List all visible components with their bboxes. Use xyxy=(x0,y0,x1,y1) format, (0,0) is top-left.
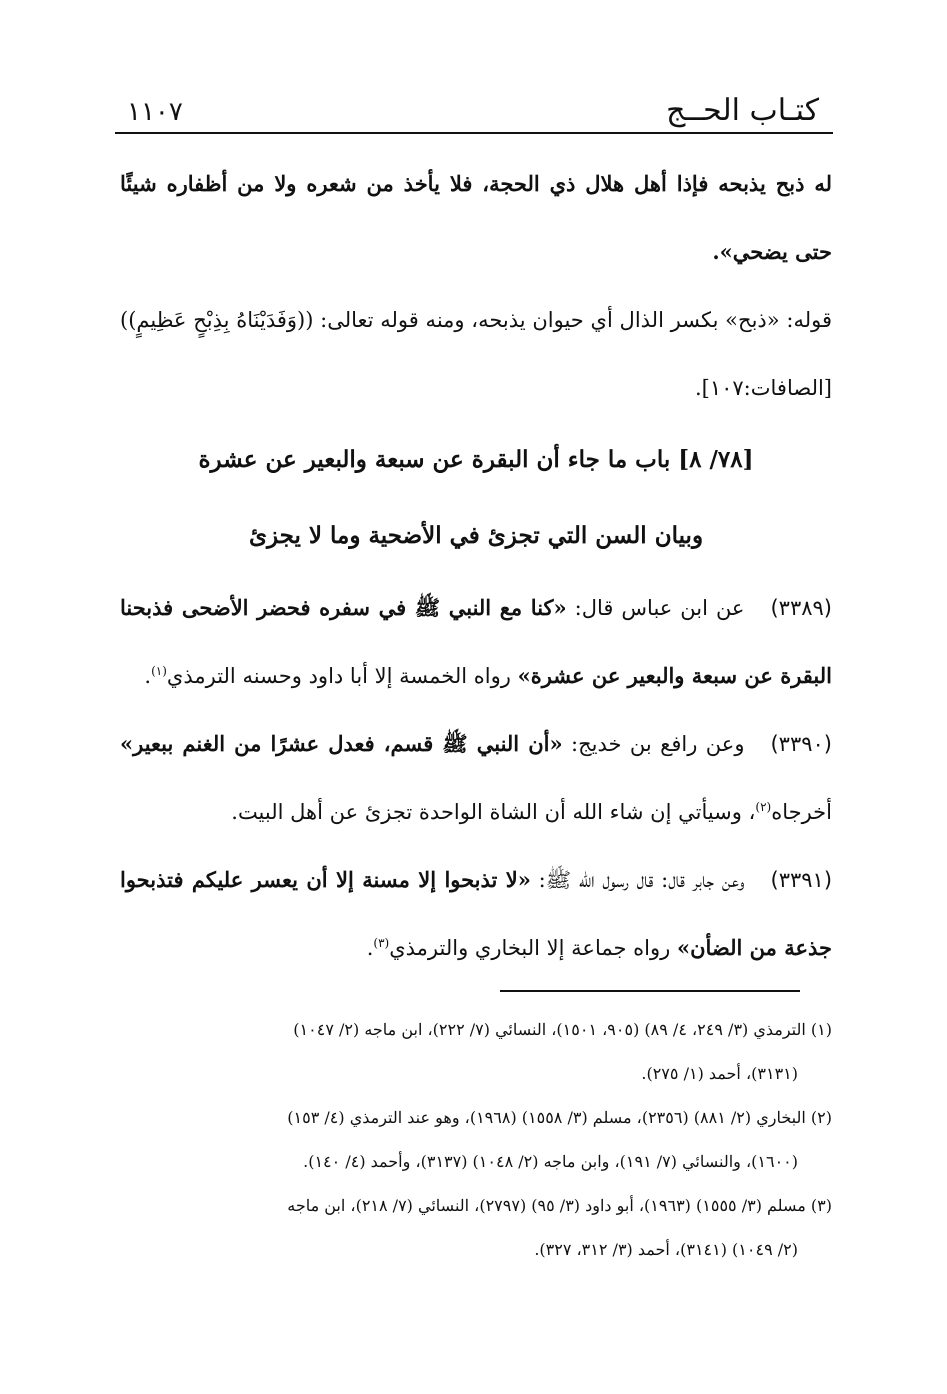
hadith-source: رواه الخمسة إلا أبا داود وحسنه الترمذي xyxy=(166,664,518,688)
hadith-number: (٣٣٨٩) xyxy=(770,596,832,620)
footnote-2: (٢) البخاري (٢/ ٨٨١) (٢٣٥٦)، مسلم (٣/ ١٥٥٨) (١٩٦٨)، وهو عند الترمذي (٤/ ١٥٣) xyxy=(287,1108,832,1127)
footnote-3-continued: (٢/ ١٠٤٩) (٣١٤١)، أحمد (٣/ ٣١٢، ٣٢٧). xyxy=(534,1240,798,1259)
footnote-1-continued: (٣١٣١)، أحمد (١/ ٢٧٥). xyxy=(641,1064,798,1083)
chapter-title: كتـاب الحــج xyxy=(666,93,819,128)
hadith-3391 xyxy=(120,846,832,982)
hadith-intro: وعن جابر قال: قال رسول الله ﷺ: xyxy=(530,868,745,892)
hadith-number: (٣٣٩١) xyxy=(770,868,833,892)
main-text xyxy=(120,150,832,982)
paragraph-commentary: قوله: «ذبح» بكسر الذال أي حيوان يذبحه، ومنه قوله تعالى: ((وَفَدَيْنَاهُ بِذِبْحٍ عَظِيمٍ)) [الصافات:١٠٧]. xyxy=(120,308,832,400)
hadith-quote: «كنا مع النبي ﷺ في سفره فحضر الأضحى فذبحنا البقرة عن سبعة والبعير عن عشرة» xyxy=(120,595,832,688)
heading-line-2: وبيان السن التي تجزئ في الأضحية وما لا يجزئ xyxy=(248,522,704,549)
hadith-intro: عن ابن عباس قال: xyxy=(566,596,745,620)
footnote-ref: (١) xyxy=(151,664,167,678)
chapter-heading xyxy=(120,422,832,574)
footnote-1: (١) الترمذي (٣/ ٢٤٩، ٤/ ٨٩) (٩٠٥، ١٥٠١)، النسائي (٧/ ٢٢٢)، ابن ماجه (٢/ ١٠٤٧) xyxy=(293,1020,832,1039)
hadith-source: أخرجاه xyxy=(771,800,832,824)
hadith-end: ، وسيأتي إن شاء الله أن الشاة الواحدة تجزئ عن أهل البيت. xyxy=(231,800,756,824)
running-header xyxy=(115,92,833,134)
hadith-end: . xyxy=(366,936,374,960)
hadith-3390 xyxy=(120,710,832,846)
footnote-divider xyxy=(500,990,800,992)
hadith-intro: وعن رافع بن خديج: xyxy=(562,732,745,756)
hadith-3389 xyxy=(120,574,832,710)
footnote-3: (٣) مسلم (٣/ ١٥٥٥) (١٩٦٣)، أبو داود (٣/ ٩٥) (٢٧٩٧)، النسائي (٧/ ٢١٨)، ابن ماجه xyxy=(287,1196,832,1215)
footnote-2-continued: (١٦٠٠)، والنسائي (٧/ ١٩١)، وابن ماجه (٢/ ١٠٤٨) (٣١٣٧)، وأحمد (٤/ ١٤٠). xyxy=(303,1152,798,1171)
heading-line-1: [٧٨/ ٨] باب ما جاء أن البقرة عن سبعة والبعير عن عشرة xyxy=(198,446,754,473)
page-number: ١١٠٧ xyxy=(127,97,183,127)
footnote-ref: (٣) xyxy=(373,936,390,950)
footnote-ref: (٢) xyxy=(755,800,772,814)
hadith-quote: «أن النبي ﷺ قسم، فعدل عشرًا من الغنم ببعير» xyxy=(120,731,563,756)
paragraph-continuation: له ذبح يذبحه فإذا أهل هلال ذي الحجة، فلا يأخذ من شعره ولا من أظفاره شيئًا حتى يضحي». xyxy=(120,171,832,264)
hadith-end: . xyxy=(144,664,152,688)
hadith-source: رواه جماعة إلا البخاري والترمذي xyxy=(389,936,677,960)
footnotes xyxy=(120,1008,832,1272)
hadith-quote: «لا تذبحوا إلا مسنة إلا أن يعسر عليكم فتذبحوا جذعة من الضأن» xyxy=(120,867,832,960)
hadith-number: (٣٣٩٠) xyxy=(770,732,832,756)
